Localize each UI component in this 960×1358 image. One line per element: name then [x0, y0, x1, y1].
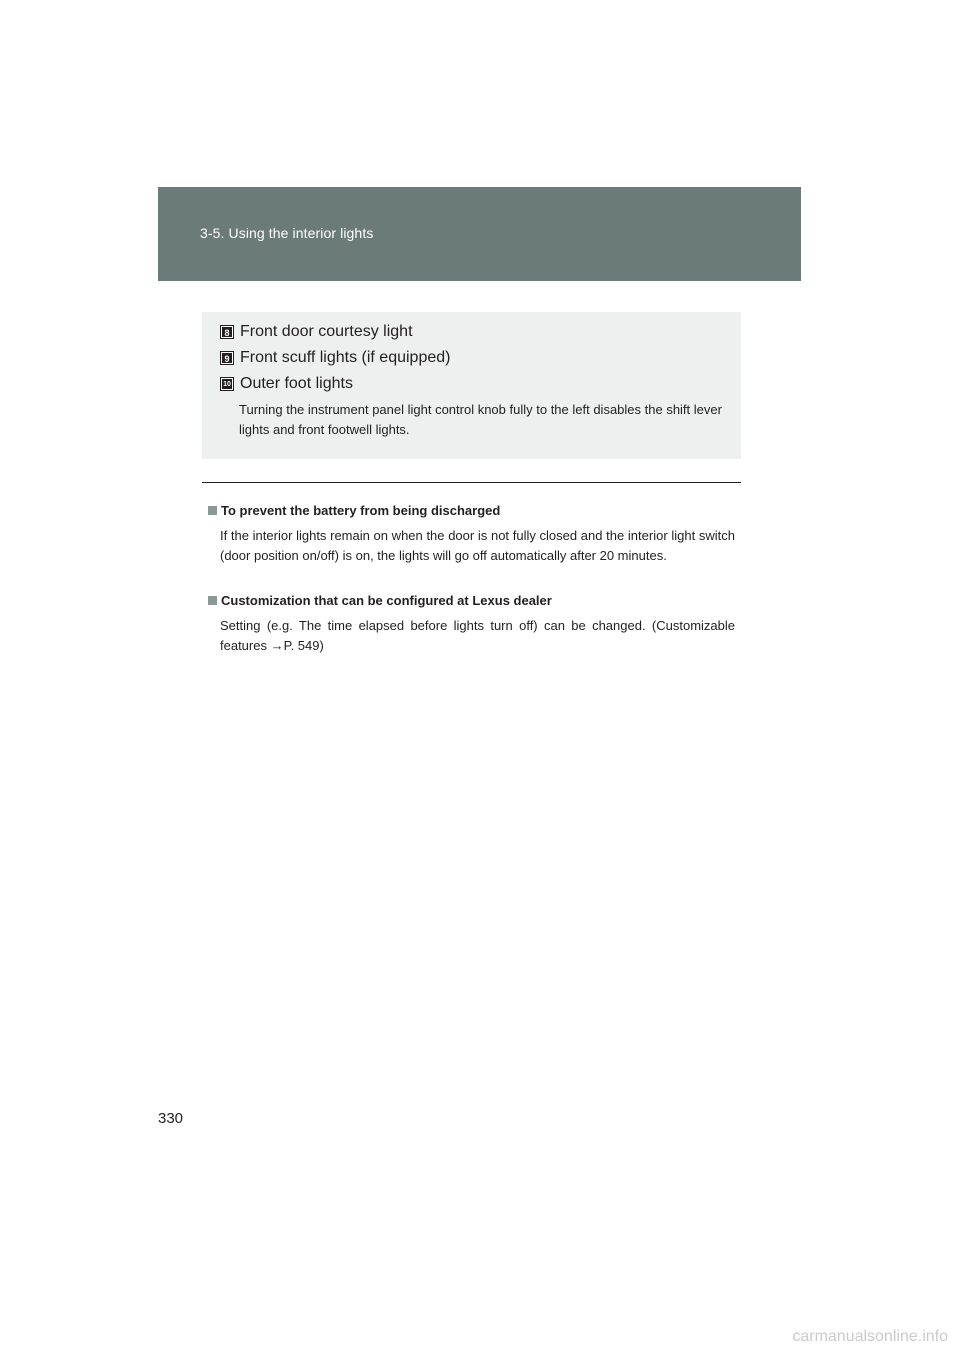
callout-label: Front door courtesy light: [240, 323, 413, 340]
watermark: carmanualsonline.info: [792, 1328, 948, 1345]
number-8-icon: 8: [221, 326, 233, 338]
note-heading-text: To prevent the battery from being discharged: [221, 502, 501, 518]
callout-label: Front scuff lights (if equipped): [240, 349, 451, 366]
callout-item-front-door-courtesy-light: [221, 322, 413, 342]
section-divider: [202, 482, 741, 483]
callout-box: [202, 312, 741, 459]
number-10-icon: 10: [221, 378, 233, 390]
note-heading-text: Customization that can be configured at Lexus dealer: [221, 592, 552, 608]
section-title: 3-5. Using the interior lights: [200, 225, 374, 241]
callout-item-front-scuff-lights: [221, 348, 450, 368]
page-number: 330: [158, 1110, 184, 1127]
square-bullet-icon: [208, 506, 217, 515]
callout-note: Turning the instrument panel light control knob fully to the left disables the shift lever lights and front footwell lights.: [239, 402, 722, 437]
section-header-band: [158, 187, 801, 281]
square-bullet-icon: [208, 596, 217, 605]
note-body-customization: Setting (e.g. The time elapsed before lights turn off) can be changed. (Customizable features →P. 549): [220, 618, 735, 653]
callout-label: Outer foot lights: [240, 375, 353, 392]
note-body-battery: If the interior lights remain on when the door is not fully closed and the interior light switch (door position on/off) is on, the lights will go off automatically after 20 minutes.: [220, 528, 735, 563]
note-heading-battery: [208, 501, 500, 519]
note-heading-customization: [208, 591, 552, 609]
callout-item-outer-foot-lights: [221, 374, 353, 394]
number-9-icon: 9: [221, 352, 233, 364]
